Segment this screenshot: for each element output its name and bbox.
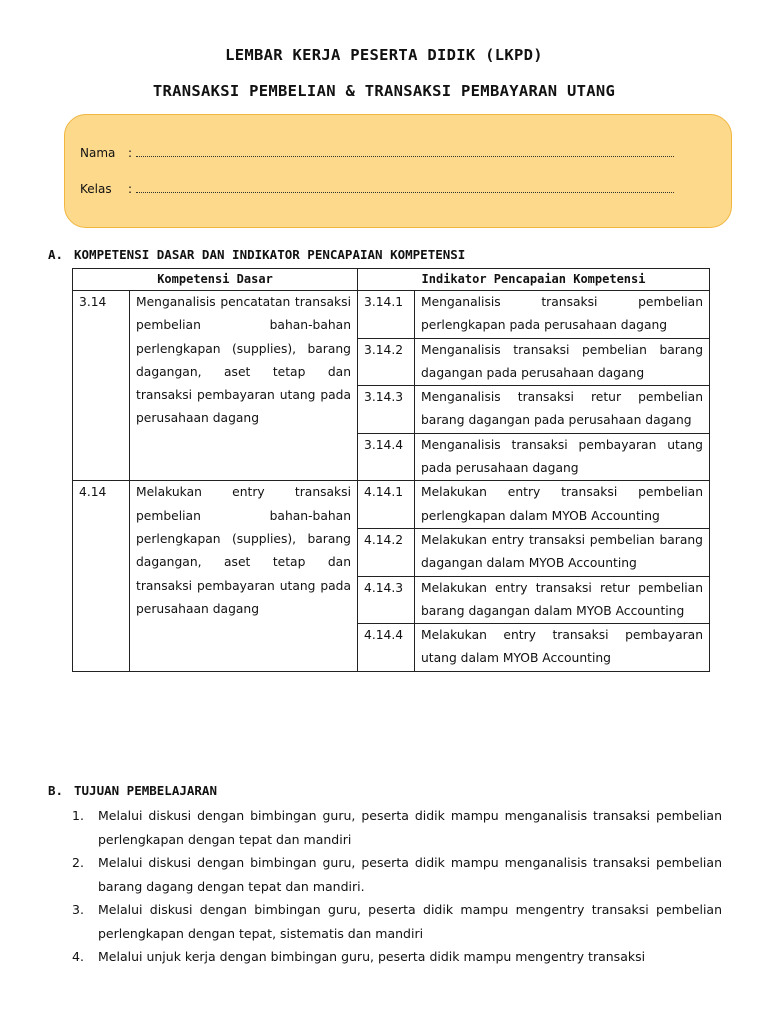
ipk-code: 4.14.2 <box>358 528 415 576</box>
section-a-letter: A. <box>48 247 64 262</box>
ipk-text: Melakukan entry transaksi pembelian barang dagangan dalam MYOB Accounting <box>415 528 710 576</box>
ipk-text: Menganalisis transaksi retur pembelian barang dagangan pada perusahaan dagang <box>415 386 710 434</box>
ipk-code: 3.14.3 <box>358 386 415 434</box>
item-number: 1. <box>72 808 84 823</box>
ipk-text: Menganalisis transaksi pembelian perlengkapan pada perusahaan dagang <box>415 291 710 339</box>
page-subtitle: TRANSAKSI PEMBELIAN & TRANSAKSI PEMBAYARAN UTANG <box>152 82 616 100</box>
item-text: Melalui diskusi dengan bimbingan guru, peserta didik mampu mengentry transaksi pembelian perlengkapan dengan tepat, sistematis dan mandiri <box>98 902 722 941</box>
section-a-title: KOMPETENSI DASAR DAN INDIKATOR PENCAPAIAN KOMPETENSI <box>74 247 466 262</box>
class-input-line[interactable] <box>136 183 674 193</box>
item-text: Melalui diskusi dengan bimbingan guru, peserta didik mampu menganalisis transaksi pembelian perlengkapan dengan tepat dan mandiri <box>98 808 722 847</box>
ipk-code: 3.14.1 <box>358 291 415 339</box>
class-label: Kelas <box>80 182 112 196</box>
list-item <box>72 804 722 851</box>
item-number: 2. <box>72 855 84 870</box>
ipk-code: 3.14.4 <box>358 433 415 481</box>
page-title: LEMBAR KERJA PESERTA DIDIK (LKPD) <box>225 46 543 64</box>
class-field[interactable] <box>80 182 674 196</box>
section-b-letter: B. <box>48 783 64 798</box>
ipk-text: Melakukan entry transaksi pembelian perlengkapan dalam MYOB Accounting <box>415 481 710 529</box>
col-header-kd: Kompetensi Dasar <box>73 269 358 291</box>
kd-text: Melakukan entry transaksi pembelian bahan-bahan perlengkapan (supplies), barang dagangan, aset tetap dan transaksi pembayaran utang pada perusahaan dagang <box>130 481 358 671</box>
name-separator: : <box>128 146 133 160</box>
name-input-line[interactable] <box>136 147 674 157</box>
ipk-code: 4.14.4 <box>358 624 415 672</box>
list-item <box>72 898 722 945</box>
col-header-ipk: Indikator Pencapaian Kompetensi <box>358 269 710 291</box>
list-item <box>72 945 722 969</box>
ipk-text: Menganalisis transaksi pembayaran utang pada perusahaan dagang <box>415 433 710 481</box>
table-row <box>73 291 710 339</box>
kd-code: 4.14 <box>73 481 130 671</box>
ipk-text: Melakukan entry transaksi pembayaran utang dalam MYOB Accounting <box>415 624 710 672</box>
item-text: Melalui diskusi dengan bimbingan guru, peserta didik mampu menganalisis transaksi pembelian barang dagang dengan tepat dan mandiri. <box>98 855 722 894</box>
section-b-heading <box>48 783 217 798</box>
item-text: Melalui unjuk kerja dengan bimbingan guru, peserta didik mampu mengentry transaksi <box>98 949 646 964</box>
table-header-row <box>73 269 710 291</box>
kd-text: Menganalisis pencatatan transaksi pembelian bahan-bahan perlengkapan (supplies), barang dagangan, aset tetap dan transaksi pembayaran utang pada perusahaan dagang <box>130 291 358 481</box>
learning-objectives-list <box>72 804 722 969</box>
ipk-text: Menganalisis transaksi pembelian barang dagangan pada perusahaan dagang <box>415 338 710 386</box>
section-b-title: TUJUAN PEMBELAJARAN <box>74 783 217 798</box>
class-separator: : <box>128 182 133 196</box>
list-item <box>72 851 722 898</box>
name-field[interactable] <box>80 146 674 160</box>
ipk-code: 3.14.2 <box>358 338 415 386</box>
ipk-code: 4.14.3 <box>358 576 415 624</box>
item-number: 4. <box>72 949 84 964</box>
name-label: Nama <box>80 146 116 160</box>
ipk-text: Melakukan entry transaksi retur pembelian barang dagangan dalam MYOB Accounting <box>415 576 710 624</box>
ipk-code: 4.14.1 <box>358 481 415 529</box>
section-a-heading <box>48 247 465 262</box>
item-number: 3. <box>72 902 84 917</box>
kd-code: 3.14 <box>73 291 130 481</box>
identity-box <box>64 114 732 228</box>
table-row <box>73 481 710 529</box>
competency-table <box>72 268 710 672</box>
